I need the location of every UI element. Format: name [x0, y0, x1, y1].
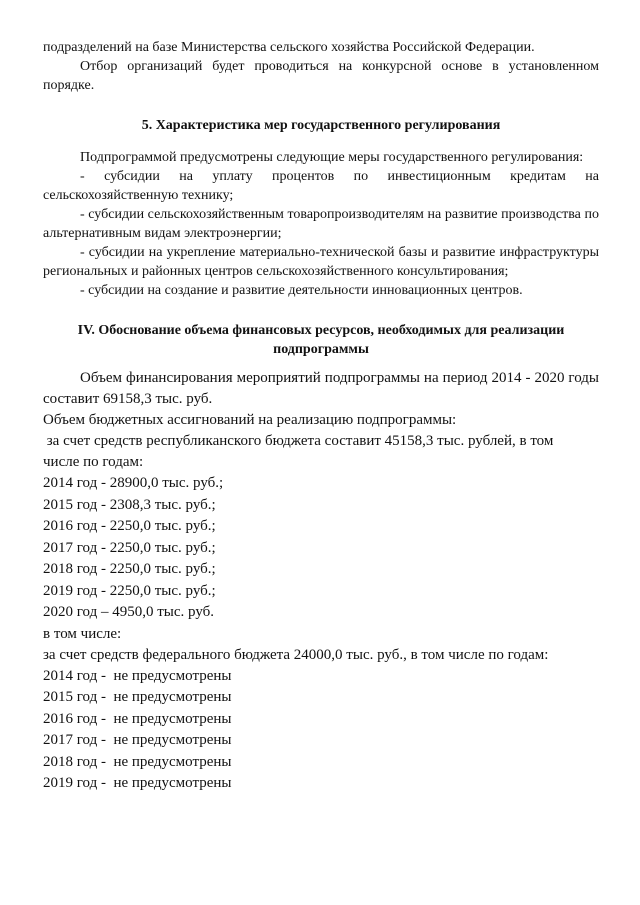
republic-years-list	[43, 473, 599, 624]
financing-volume: Объем финансирования мероприятий подпрограммы на период 2014 - 2020 годы составит 69158,3 тыс. руб.	[43, 370, 599, 407]
list-item: 2015 год - не предусмотрены	[43, 689, 232, 705]
section-5-item: - субсидии на уплату процентов по инвестиционным кредитам на сельскохозяйственную технику;	[43, 169, 599, 203]
section-5-lead: Подпрограммой предусмотрены следующие меры государственного регулирования:	[80, 150, 584, 165]
federal-years-list	[43, 666, 599, 795]
intro-line: подразделений на базе Министерства сельского хозяйства Российской Федерации.	[43, 40, 535, 55]
republic-budget-line2: числе по годам:	[43, 454, 144, 470]
list-item: 2017 год - 2250,0 тыс. руб.;	[43, 539, 216, 556]
including-label: в том числе:	[43, 625, 122, 642]
section-4-heading-line1: IV. Обоснование объема финансовых ресурсов, необходимых для реализации	[77, 323, 565, 338]
section-4-heading-line2: подпрограммы	[273, 342, 369, 357]
section-5-item: - субсидии на создание и развитие деятельности инновационных центров.	[80, 283, 523, 298]
list-item: 2016 год - не предусмотрены	[43, 710, 232, 727]
list-item: 2014 год - не предусмотрены	[43, 667, 232, 684]
intro-paragraph: Отбор организаций будет проводиться на конкурсной основе в установленном порядке.	[43, 59, 599, 93]
list-item: 2016 год - 2250,0 тыс. руб.;	[43, 518, 216, 534]
federal-budget-line: за счет средств федерального бюджета 24000,0 тыс. руб., в том числе по годам:	[43, 646, 549, 663]
section-5-heading: 5. Характеристика мер государственного регулирования	[141, 118, 501, 133]
list-item: 2017 год - не предусмотрены	[43, 732, 232, 748]
list-item: 2020 год – 4950,0 тыс. руб.	[43, 604, 215, 620]
section-5-item: - субсидии на укрепление материально-технической базы и развитие инфраструктуры региональных и районных центров сельскохозяйственного консультирования;	[43, 245, 599, 279]
section-5-item: - субсидии сельскохозяйственным товаропроизводителям на развитие производства по альтернативным видам электроэнергии;	[43, 207, 599, 241]
budget-lead: Объем бюджетных ассигнований на реализацию подпрограммы:	[43, 412, 457, 428]
list-item: 2018 год - 2250,0 тыс. руб.;	[43, 561, 216, 577]
document-page	[43, 38, 599, 795]
list-item: 2018 год - не предусмотрены	[43, 753, 232, 770]
republic-budget-line: за счет средств республиканского бюджета составит 45158,3 тыс. рублей, в том	[43, 433, 554, 449]
list-item: 2019 год - не предусмотрены	[43, 775, 232, 791]
list-item: 2014 год - 28900,0 тыс. руб.;	[43, 475, 224, 491]
list-item: 2019 год - 2250,0 тыс. руб.;	[43, 582, 216, 599]
list-item: 2015 год - 2308,3 тыс. руб.;	[43, 496, 216, 513]
